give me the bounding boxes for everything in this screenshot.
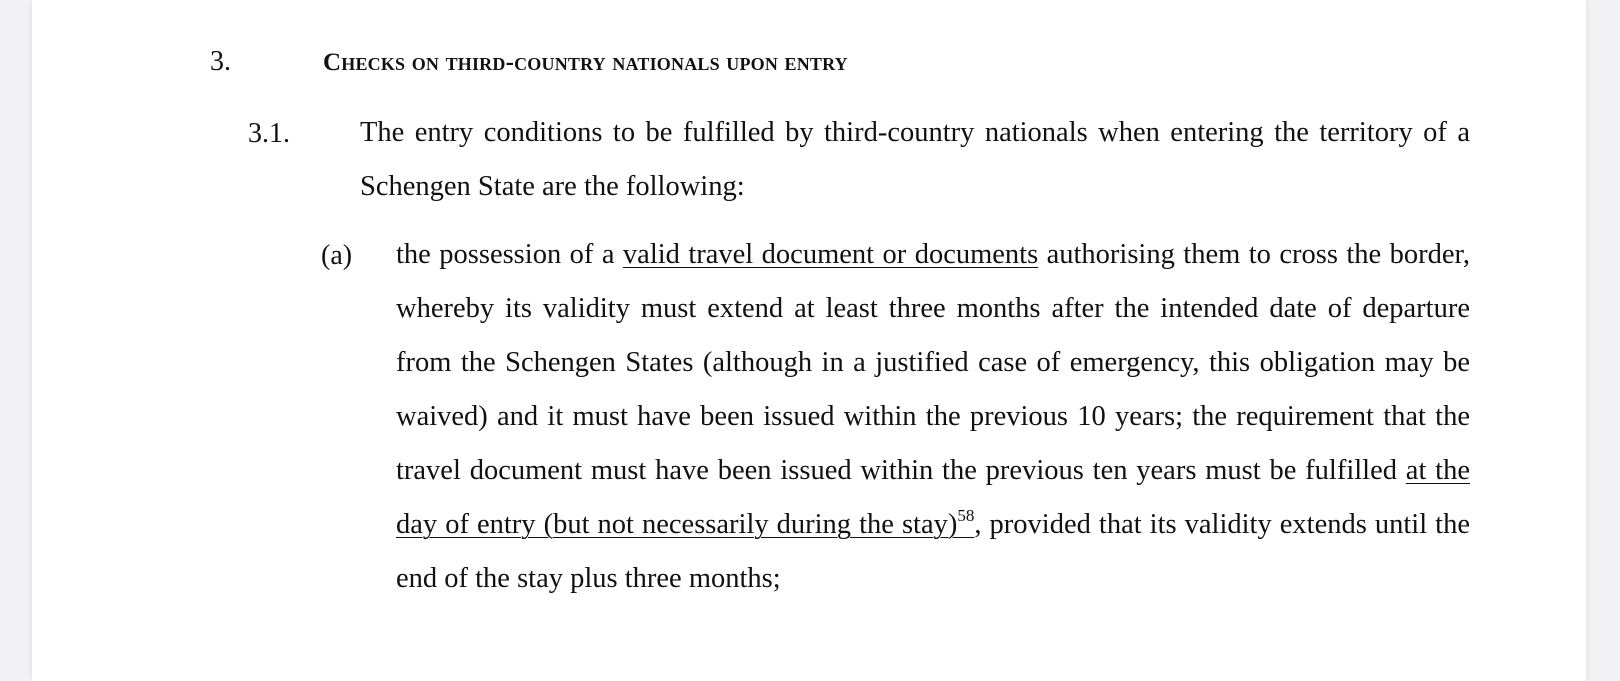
document-page xyxy=(32,0,1586,681)
underlined-day-of-entry-text: at the day of entry (but not necessarily during the stay) xyxy=(396,455,1470,540)
footnote-reference-58[interactable]: 58 xyxy=(957,505,975,525)
item-a-text-2: authorising them to cross the border, whereby its validity must extend at least three months after the intended date of departure from the Schengen States (although in a justified case of emergency, this obligation may be waived) and it must have been issued within the previous 10 years; the requirement that the travel document must have been issued within the previous ten years must be fulfilled xyxy=(396,239,1470,486)
item-label-a: (a) xyxy=(321,240,353,271)
underlined-travel-document: valid travel document or documents xyxy=(622,239,1039,270)
item-paragraph-a xyxy=(396,228,1470,606)
subsection-number: 3.1. xyxy=(248,118,290,149)
item-a-text-1: the possession of a xyxy=(396,239,623,270)
subsection-paragraph: The entry conditions to be fulfilled by third-country nationals when entering the territory of a Schengen State are the following: xyxy=(360,117,1470,202)
section-number: 3. xyxy=(210,46,231,77)
item-a-text-3: , provided that its validity extends until the end of the stay plus three months; xyxy=(396,509,1470,594)
section-title: Checks on third-country nationals upon entry xyxy=(323,49,848,76)
